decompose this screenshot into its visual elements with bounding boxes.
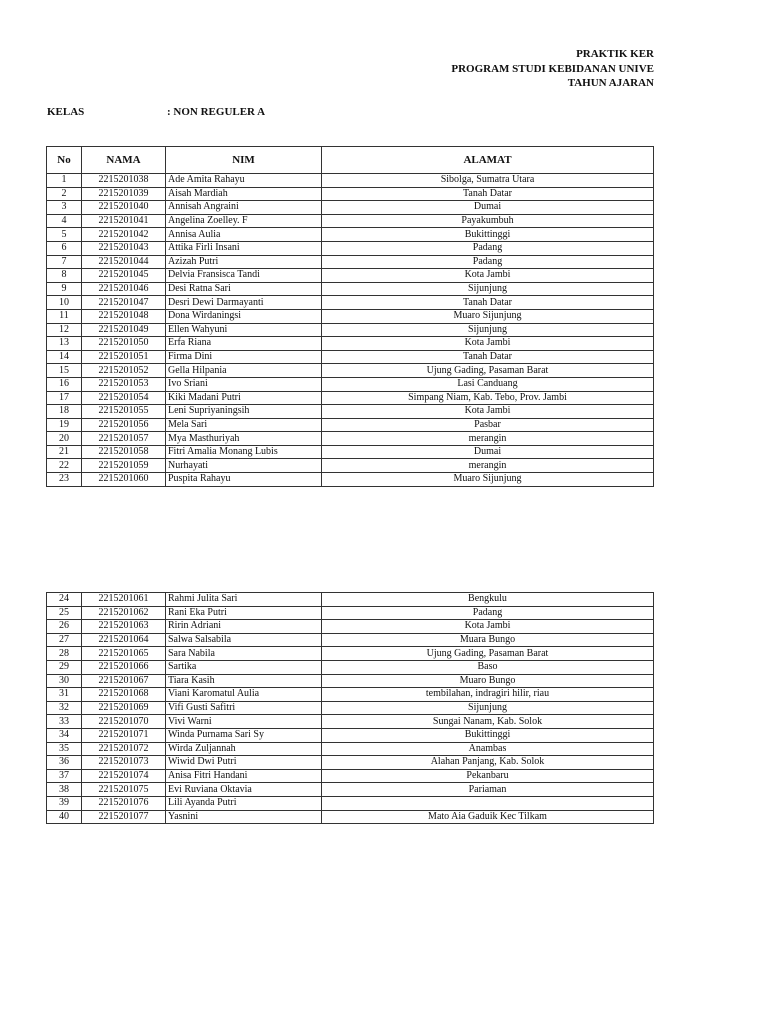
row-no: 34 bbox=[47, 728, 82, 742]
table-row bbox=[47, 296, 654, 310]
row-no: 23 bbox=[47, 473, 82, 487]
table-row bbox=[47, 742, 654, 756]
row-alamat: Tanah Datar bbox=[322, 187, 654, 201]
table-row bbox=[47, 364, 654, 378]
student-table-part1 bbox=[46, 146, 654, 487]
row-nim: 2215201062 bbox=[82, 606, 166, 620]
row-nim: 2215201048 bbox=[82, 309, 166, 323]
row-alamat: Mato Aia Gaduik Kec Tilkam bbox=[322, 810, 654, 824]
row-nim: 2215201052 bbox=[82, 364, 166, 378]
row-nim: 2215201076 bbox=[82, 796, 166, 810]
row-alamat: Pasbar bbox=[322, 418, 654, 432]
row-no: 18 bbox=[47, 405, 82, 419]
row-alamat: Kota Jambi bbox=[322, 405, 654, 419]
table-row bbox=[47, 620, 654, 634]
row-no: 26 bbox=[47, 620, 82, 634]
row-nama: Angelina Zoelley. F bbox=[166, 214, 322, 228]
row-nama: Ellen Wahyuni bbox=[166, 323, 322, 337]
row-nama: Ivo Sriani bbox=[166, 377, 322, 391]
row-nama: Mya Masthuriyah bbox=[166, 432, 322, 446]
header-title-line3: TAHUN AJARAN bbox=[567, 77, 654, 89]
row-alamat: Sijunjung bbox=[322, 701, 654, 715]
column-header-no: No bbox=[47, 147, 82, 174]
row-nama: Yasnini bbox=[166, 810, 322, 824]
row-nama: Mela Sari bbox=[166, 418, 322, 432]
table-row bbox=[47, 796, 654, 810]
row-alamat: Bengkulu bbox=[322, 593, 654, 607]
row-nama: Tiara Kasih bbox=[166, 674, 322, 688]
kelas-value: : NON REGULER A bbox=[167, 106, 266, 118]
row-alamat: Sijunjung bbox=[322, 323, 654, 337]
table-row bbox=[47, 459, 654, 473]
row-no: 6 bbox=[47, 241, 82, 255]
row-nama: Attika Firli Insani bbox=[166, 241, 322, 255]
row-alamat: Kota Jambi bbox=[322, 620, 654, 634]
row-no: 3 bbox=[47, 201, 82, 215]
row-alamat: Dumai bbox=[322, 445, 654, 459]
row-nim: 2215201039 bbox=[82, 187, 166, 201]
row-alamat bbox=[322, 796, 654, 810]
row-no: 27 bbox=[47, 633, 82, 647]
row-nim: 2215201073 bbox=[82, 756, 166, 770]
row-no: 19 bbox=[47, 418, 82, 432]
row-alamat: Bukittinggi bbox=[322, 228, 654, 242]
row-nama: Azizah Putri bbox=[166, 255, 322, 269]
row-nama: Vivi Warni bbox=[166, 715, 322, 729]
row-no: 40 bbox=[47, 810, 82, 824]
row-nim: 2215201061 bbox=[82, 593, 166, 607]
table-row bbox=[47, 783, 654, 797]
row-nim: 2215201072 bbox=[82, 742, 166, 756]
row-nim: 2215201050 bbox=[82, 337, 166, 351]
row-alamat: Pekanbaru bbox=[322, 769, 654, 783]
row-nim: 2215201042 bbox=[82, 228, 166, 242]
table-row bbox=[47, 282, 654, 296]
row-nama: Anisa Fitri Handani bbox=[166, 769, 322, 783]
row-nim: 2215201038 bbox=[82, 174, 166, 188]
table-row bbox=[47, 728, 654, 742]
row-alamat: Payakumbuh bbox=[322, 214, 654, 228]
row-no: 21 bbox=[47, 445, 82, 459]
column-header-nama: NAMA bbox=[82, 147, 166, 174]
row-no: 11 bbox=[47, 309, 82, 323]
row-no: 39 bbox=[47, 796, 82, 810]
row-no: 33 bbox=[47, 715, 82, 729]
row-nim: 2215201063 bbox=[82, 620, 166, 634]
row-nim: 2215201074 bbox=[82, 769, 166, 783]
row-nama: Fitri Amalia Monang Lubis bbox=[166, 445, 322, 459]
row-no: 13 bbox=[47, 337, 82, 351]
row-alamat: Kota Jambi bbox=[322, 337, 654, 351]
row-nama: Sartika bbox=[166, 660, 322, 674]
table-row bbox=[47, 647, 654, 661]
table-row bbox=[47, 606, 654, 620]
row-nama: Erfa Riana bbox=[166, 337, 322, 351]
row-alamat: Bukittinggi bbox=[322, 728, 654, 742]
row-nim: 2215201070 bbox=[82, 715, 166, 729]
row-nim: 2215201068 bbox=[82, 688, 166, 702]
row-nim: 2215201045 bbox=[82, 269, 166, 283]
student-table-part2 bbox=[46, 592, 654, 824]
table-row bbox=[47, 241, 654, 255]
row-alamat: Alahan Panjang, Kab. Solok bbox=[322, 756, 654, 770]
row-alamat: Kota Jambi bbox=[322, 269, 654, 283]
row-alamat: Sungai Nanam, Kab. Solok bbox=[322, 715, 654, 729]
row-nama: Nurhayati bbox=[166, 459, 322, 473]
row-nama: Ririn Adriani bbox=[166, 620, 322, 634]
kelas-label: KELAS bbox=[47, 106, 85, 118]
row-no: 4 bbox=[47, 214, 82, 228]
row-alamat: Padang bbox=[322, 606, 654, 620]
row-nama: Aisah Mardiah bbox=[166, 187, 322, 201]
table-row bbox=[47, 432, 654, 446]
table-row bbox=[47, 377, 654, 391]
row-nama: Ade Amita Rahayu bbox=[166, 174, 322, 188]
row-alamat: Anambas bbox=[322, 742, 654, 756]
row-no: 12 bbox=[47, 323, 82, 337]
row-nim: 2215201066 bbox=[82, 660, 166, 674]
row-nim: 2215201043 bbox=[82, 241, 166, 255]
row-no: 16 bbox=[47, 377, 82, 391]
row-nim: 2215201054 bbox=[82, 391, 166, 405]
table-row bbox=[47, 418, 654, 432]
table-row bbox=[47, 323, 654, 337]
row-no: 1 bbox=[47, 174, 82, 188]
row-no: 2 bbox=[47, 187, 82, 201]
row-no: 10 bbox=[47, 296, 82, 310]
column-header-alamat: ALAMAT bbox=[322, 147, 654, 174]
row-alamat: merangin bbox=[322, 432, 654, 446]
row-alamat: Sijunjung bbox=[322, 282, 654, 296]
table-row bbox=[47, 405, 654, 419]
row-no: 32 bbox=[47, 701, 82, 715]
row-nim: 2215201058 bbox=[82, 445, 166, 459]
table-row bbox=[47, 674, 654, 688]
table-row bbox=[47, 269, 654, 283]
row-no: 14 bbox=[47, 350, 82, 364]
row-nim: 2215201057 bbox=[82, 432, 166, 446]
row-no: 24 bbox=[47, 593, 82, 607]
row-nim: 2215201056 bbox=[82, 418, 166, 432]
row-nim: 2215201044 bbox=[82, 255, 166, 269]
table-row bbox=[47, 255, 654, 269]
table-row bbox=[47, 337, 654, 351]
row-nim: 2215201046 bbox=[82, 282, 166, 296]
row-alamat: Lasi Canduang bbox=[322, 377, 654, 391]
row-alamat: Dumai bbox=[322, 201, 654, 215]
row-no: 37 bbox=[47, 769, 82, 783]
row-no: 35 bbox=[47, 742, 82, 756]
row-nama: Rahmi Julita Sari bbox=[166, 593, 322, 607]
row-nim: 2215201049 bbox=[82, 323, 166, 337]
row-nim: 2215201055 bbox=[82, 405, 166, 419]
row-alamat: Pariaman bbox=[322, 783, 654, 797]
table-row bbox=[47, 187, 654, 201]
row-nama: Sara Nabila bbox=[166, 647, 322, 661]
header-title-line2: PROGRAM STUDI KEBIDANAN UNIVE bbox=[451, 63, 654, 75]
table-row bbox=[47, 810, 654, 824]
row-no: 17 bbox=[47, 391, 82, 405]
row-no: 30 bbox=[47, 674, 82, 688]
column-header-nim: NIM bbox=[166, 147, 322, 174]
row-nama: Vifi Gusti Safitri bbox=[166, 701, 322, 715]
row-no: 5 bbox=[47, 228, 82, 242]
table-row bbox=[47, 214, 654, 228]
row-nama: Delvia Fransisca Tandi bbox=[166, 269, 322, 283]
row-alamat: tembilahan, indragiri hilir, riau bbox=[322, 688, 654, 702]
table-row bbox=[47, 391, 654, 405]
row-no: 38 bbox=[47, 783, 82, 797]
row-nim: 2215201071 bbox=[82, 728, 166, 742]
table-row bbox=[47, 715, 654, 729]
row-nama: Leni Supriyaningsih bbox=[166, 405, 322, 419]
table-row bbox=[47, 228, 654, 242]
table-row bbox=[47, 756, 654, 770]
row-nama: Kiki Madani Putri bbox=[166, 391, 322, 405]
row-nama: Rani Eka Putri bbox=[166, 606, 322, 620]
row-alamat: Muaro Bungo bbox=[322, 674, 654, 688]
row-nim: 2215201067 bbox=[82, 674, 166, 688]
row-no: 29 bbox=[47, 660, 82, 674]
row-alamat: Padang bbox=[322, 255, 654, 269]
row-alamat: merangin bbox=[322, 459, 654, 473]
row-no: 9 bbox=[47, 282, 82, 296]
row-no: 36 bbox=[47, 756, 82, 770]
row-nim: 2215201075 bbox=[82, 783, 166, 797]
row-alamat: Ujung Gading, Pasaman Barat bbox=[322, 647, 654, 661]
row-alamat: Padang bbox=[322, 241, 654, 255]
row-nim: 2215201077 bbox=[82, 810, 166, 824]
table-row bbox=[47, 201, 654, 215]
table-row bbox=[47, 660, 654, 674]
row-nim: 2215201053 bbox=[82, 377, 166, 391]
row-alamat: Sibolga, Sumatra Utara bbox=[322, 174, 654, 188]
row-nim: 2215201059 bbox=[82, 459, 166, 473]
row-nim: 2215201041 bbox=[82, 214, 166, 228]
table-row bbox=[47, 350, 654, 364]
row-nim: 2215201047 bbox=[82, 296, 166, 310]
row-alamat: Ujung Gading, Pasaman Barat bbox=[322, 364, 654, 378]
table-row bbox=[47, 309, 654, 323]
table-row bbox=[47, 688, 654, 702]
table-row bbox=[47, 769, 654, 783]
row-nama: Evi Ruviana Oktavia bbox=[166, 783, 322, 797]
row-no: 25 bbox=[47, 606, 82, 620]
table-row bbox=[47, 701, 654, 715]
row-nim: 2215201069 bbox=[82, 701, 166, 715]
row-nim: 2215201051 bbox=[82, 350, 166, 364]
row-no: 20 bbox=[47, 432, 82, 446]
row-nama: Wirda Zuljannah bbox=[166, 742, 322, 756]
table-row bbox=[47, 174, 654, 188]
table-row bbox=[47, 445, 654, 459]
row-no: 15 bbox=[47, 364, 82, 378]
row-alamat: Muara Bungo bbox=[322, 633, 654, 647]
row-alamat: Simpang Niam, Kab. Tebo, Prov. Jambi bbox=[322, 391, 654, 405]
row-alamat: Tanah Datar bbox=[322, 350, 654, 364]
row-alamat: Muaro Sijunjung bbox=[322, 309, 654, 323]
row-nama: Annisa Aulia bbox=[166, 228, 322, 242]
table-row bbox=[47, 633, 654, 647]
row-nama: Wiwid Dwi Putri bbox=[166, 756, 322, 770]
header-title-line1: PRAKTIK KER bbox=[576, 48, 654, 60]
row-nama: Desri Dewi Darmayanti bbox=[166, 296, 322, 310]
row-no: 22 bbox=[47, 459, 82, 473]
row-nim: 2215201064 bbox=[82, 633, 166, 647]
row-no: 31 bbox=[47, 688, 82, 702]
row-nim: 2215201060 bbox=[82, 473, 166, 487]
row-nim: 2215201065 bbox=[82, 647, 166, 661]
table-row bbox=[47, 473, 654, 487]
row-no: 7 bbox=[47, 255, 82, 269]
row-nim: 2215201040 bbox=[82, 201, 166, 215]
row-nama: Lili Ayanda Putri bbox=[166, 796, 322, 810]
row-no: 8 bbox=[47, 269, 82, 283]
row-nama: Puspita Rahayu bbox=[166, 473, 322, 487]
table-header-row bbox=[47, 147, 654, 174]
row-nama: Dona Wirdaningsi bbox=[166, 309, 322, 323]
row-nama: Annisah Angraini bbox=[166, 201, 322, 215]
row-nama: Viani Karomatul Aulia bbox=[166, 688, 322, 702]
row-alamat: Tanah Datar bbox=[322, 296, 654, 310]
row-alamat: Baso bbox=[322, 660, 654, 674]
row-alamat: Muaro Sijunjung bbox=[322, 473, 654, 487]
row-nama: Gella Hilpania bbox=[166, 364, 322, 378]
row-nama: Firma Dini bbox=[166, 350, 322, 364]
row-nama: Desi Ratna Sari bbox=[166, 282, 322, 296]
table-row bbox=[47, 593, 654, 607]
row-nama: Winda Purnama Sari Sy bbox=[166, 728, 322, 742]
row-nama: Salwa Salsabila bbox=[166, 633, 322, 647]
row-no: 28 bbox=[47, 647, 82, 661]
